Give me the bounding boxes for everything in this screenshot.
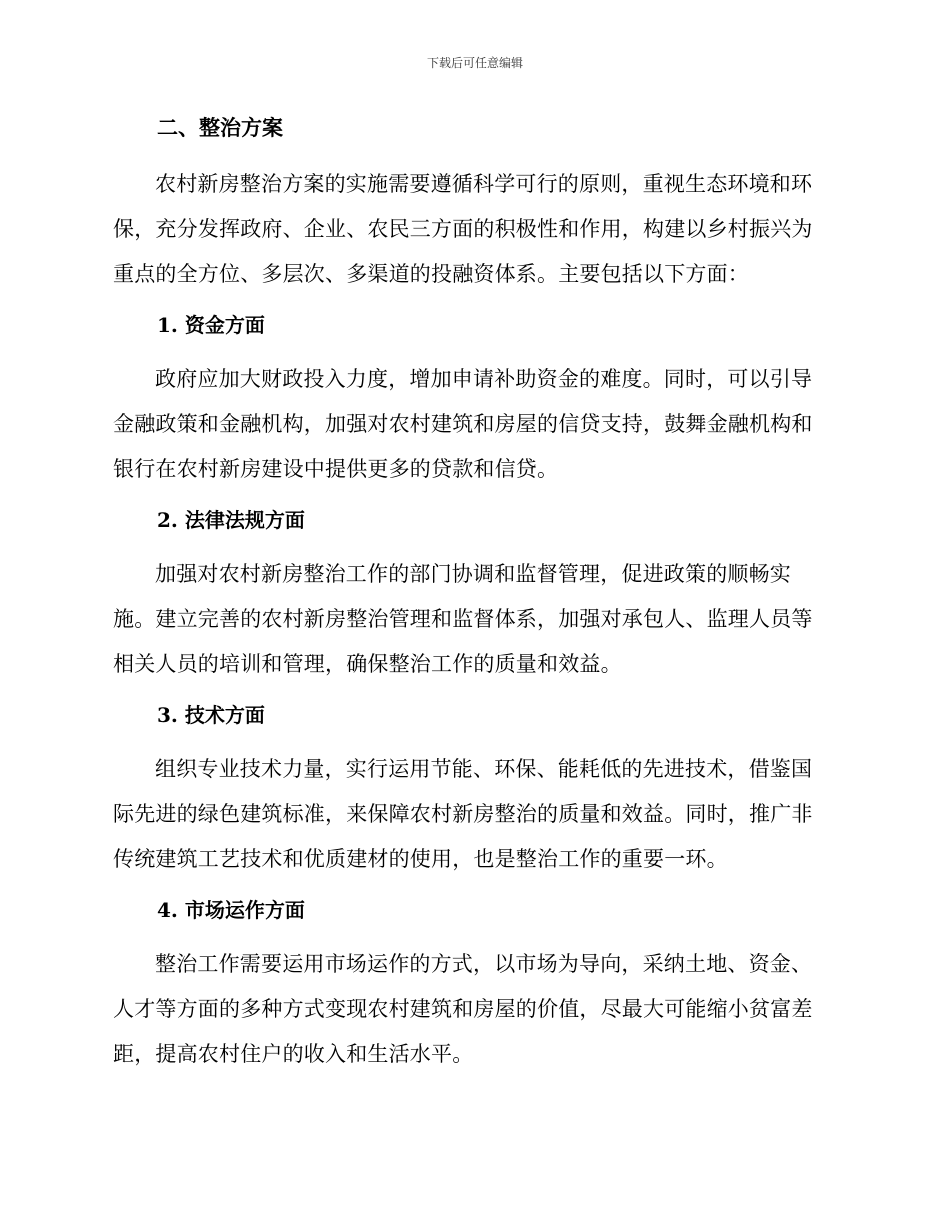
item-heading-funding: 1. 资金方面 — [157, 313, 265, 337]
item-heading-technology: 3. 技术方面 — [157, 703, 265, 727]
item-body-funding: 政府应加大财政投入力度，增加申请补助资金的难度。同时，可以引导金融政策和金融机构，加强对农村建筑和房屋的信贷支持，鼓舞金融机构和银行在农村新房建设中提供更多的贷款和信贷。 — [113, 367, 813, 481]
item-body-technology: 组织专业技术力量，实行运用节能、环保、能耗低的先进技术，借鉴国际先进的绿色建筑标准，来保障农村新房整治的质量和效益。同时，推广非传统建筑工艺技术和优质建材的使用，也是整治工作的重要一环。 — [113, 757, 813, 871]
item-heading-legal: 2. 法律法规方面 — [157, 508, 305, 532]
header-note: 下载后可任意编辑 — [426, 56, 523, 70]
item-heading-market: 4. 市场运作方面 — [157, 898, 305, 922]
section-title: 二、整治方案 — [157, 115, 283, 140]
item-body-market: 整治工作需要运用市场运作的方式，以市场为导向，采纳土地、资金、人才等方面的多种方式变现农村建筑和房屋的价值，尽最大可能缩小贫富差距，提高农村住户的收入和生活水平。 — [113, 952, 813, 1066]
document-content — [113, 110, 833, 1077]
item-body-legal: 加强对农村新房整治工作的部门协调和监督管理，促进政策的顺畅实施。建立完善的农村新房整治管理和监督体系，加强对承包人、监理人员等相关人员的培训和管理，确保整治工作的质量和效益。 — [113, 562, 813, 676]
intro-paragraph: 农村新房整治方案的实施需要遵循科学可行的原则，重视生态环境和环保，充分发挥政府、企业、农民三方面的积极性和作用，构建以乡村振兴为重点的全方位、多层次、多渠道的投融资体系。主要包括以下方面： — [113, 172, 813, 286]
